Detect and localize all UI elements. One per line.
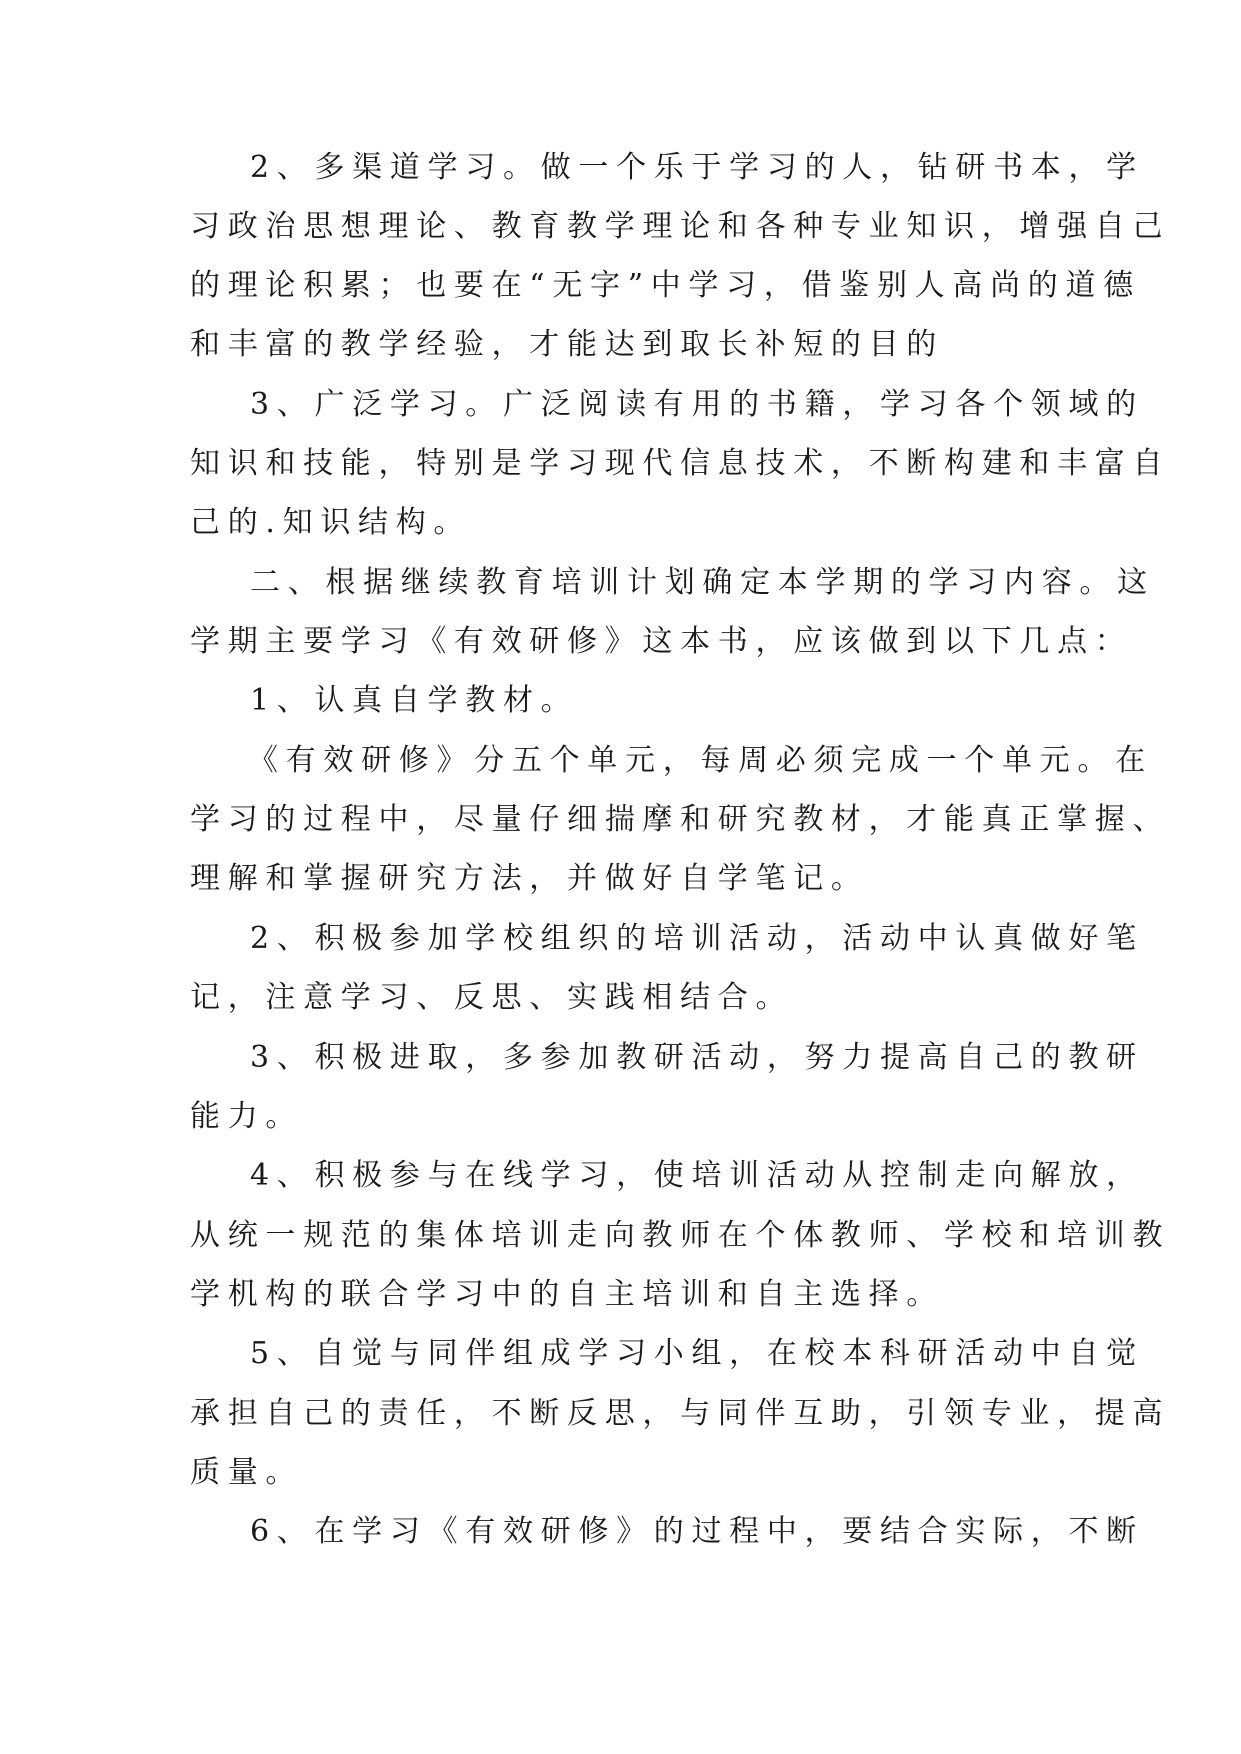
text-line: 学机构的联合学习中的自主培训和自主选择。 bbox=[190, 1277, 944, 1312]
text-line: 知识和技能，特别是学习现代信息技术，不断构建和丰富自 bbox=[190, 446, 1171, 481]
text-line: 学期主要学习《有效研修》这本书，应该做到以下几点： bbox=[190, 624, 1133, 659]
text-line: 《有效研修》分五个单元，每周必须完成一个单元。在 bbox=[248, 743, 1153, 778]
text-line: 和丰富的教学经验，才能达到取长补短的目的 bbox=[190, 327, 944, 362]
text-line: 的理论积累；也要在“无字”中学习，借鉴别人高尚的道德 bbox=[190, 268, 1141, 303]
text-line: 3、积极进取，多参加教研活动，努力提高自己的教研 bbox=[250, 1040, 1144, 1075]
text-line: 2、多渠道学习。做一个乐于学习的人，钻研书本，学 bbox=[250, 150, 1144, 185]
text-line: 3、广泛学习。广泛阅读有用的书籍，学习各个领域的 bbox=[250, 387, 1144, 422]
text-line: 己的.知识结构。 bbox=[190, 505, 472, 540]
text-line: 理解和掌握研究方法，并做好自学笔记。 bbox=[190, 861, 869, 896]
text-line: 习政治思想理论、教育教学理论和各种专业知识，增强自己 bbox=[190, 209, 1171, 244]
text-line: 承担自己的责任，不断反思，与同伴互助，引领专业，提高 bbox=[190, 1396, 1171, 1431]
text-line: 记，注意学习、反思、实践相结合。 bbox=[190, 980, 794, 1015]
text-line: 2、积极参加学校组织的培训活动，活动中认真做好笔 bbox=[250, 921, 1144, 956]
text-line: 二、根据继续教育培训计划确定本学期的学习内容。这 bbox=[250, 565, 1155, 600]
text-line: 6、在学习《有效研修》的过程中，要结合实际，不断 bbox=[250, 1514, 1144, 1549]
text-line: 能力。 bbox=[190, 1099, 304, 1134]
text-line: 质量。 bbox=[190, 1455, 304, 1490]
text-line: 5、自觉与同伴组成学习小组，在校本科研活动中自觉 bbox=[250, 1336, 1144, 1371]
text-line: 学习的过程中，尽量仔细揣摩和研究教材，才能真正掌握、 bbox=[190, 802, 1171, 837]
text-line: 从统一规范的集体培训走向教师在个体教师、学校和培训教 bbox=[190, 1218, 1171, 1253]
text-line: 1、认真自学教材。 bbox=[250, 683, 579, 718]
text-line: 4、积极参与在线学习，使培训活动从控制走向解放， bbox=[250, 1158, 1144, 1193]
